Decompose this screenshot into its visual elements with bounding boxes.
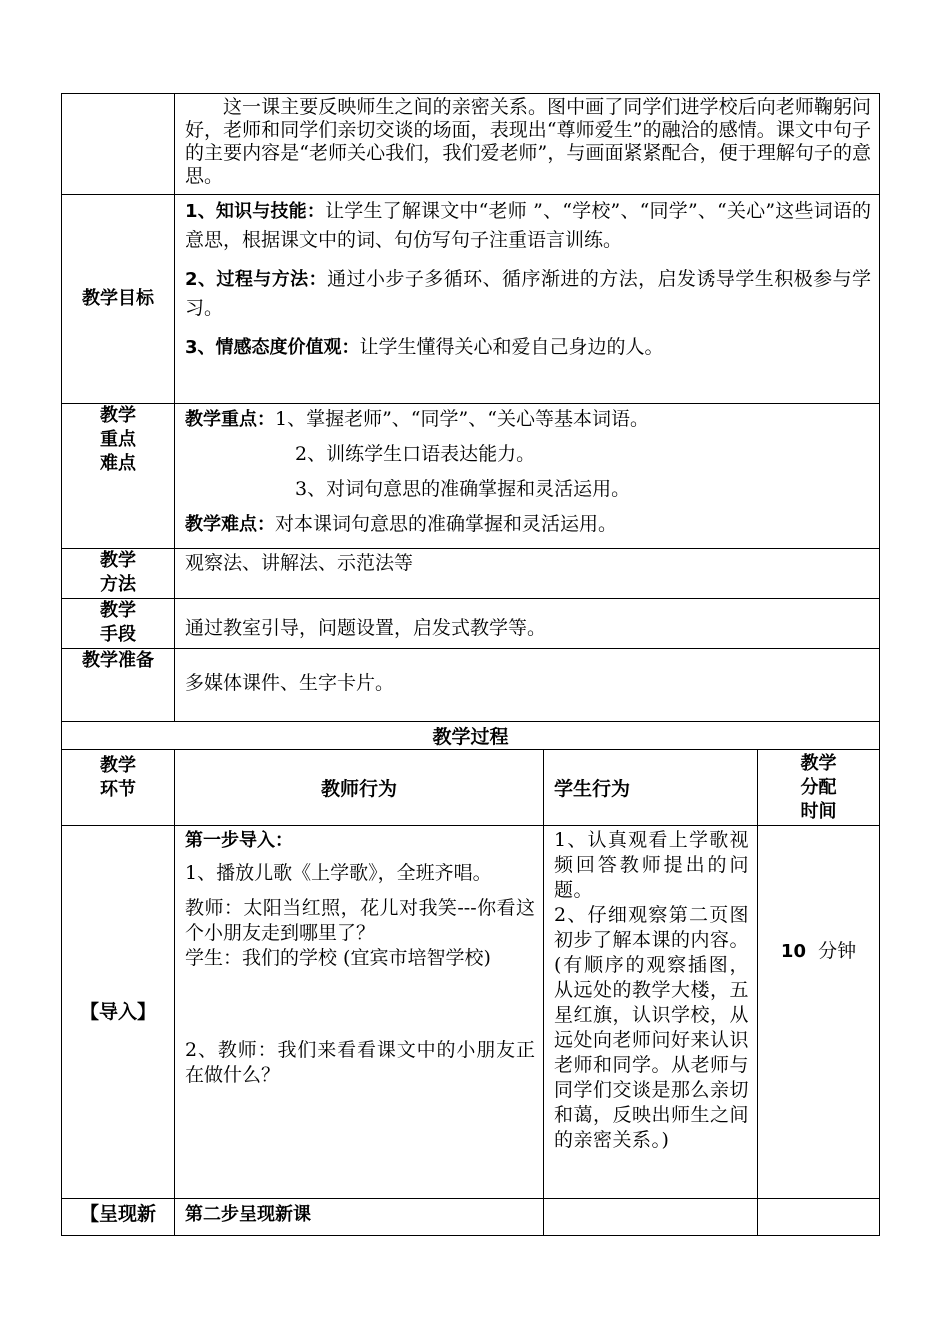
means-label: 教学 手段 (62, 599, 175, 649)
intro-label-cell (62, 94, 175, 195)
keypoints-content (175, 404, 880, 549)
header-teacher: 教师行为 (175, 750, 544, 826)
means-row (62, 599, 880, 649)
focus-line-1: 教学重点：1、掌握老师”、“同学”、“关心等基本词语。 (185, 408, 649, 430)
goals-row (62, 195, 880, 404)
header-time: 教学 分配 时间 (758, 750, 880, 826)
focus-line-3: 3、对词句意思的准确掌握和灵活运用。 (295, 478, 631, 500)
process-title-row (62, 722, 880, 750)
method-row (62, 549, 880, 599)
difficulty-line: 教学难点：对本课词句意思的准确掌握和灵活运用。 (185, 513, 618, 535)
student-action-new (544, 1199, 758, 1236)
keypoints-label: 教学 重点 难点 (62, 404, 175, 549)
student-line-1: 1、认真观看上学歌视频回答教师提出的问题。 (554, 829, 749, 901)
student-line-2: 2、仔细观察第二页图初步了解本课的内容。(有顺序的观察插图，从远处的教学大楼，五星红旗，认识学校，从远处向老师问好来认识老师和同学。从老师与同学们交谈是那么亲切和蔼，反映出师生之间的亲密关系。) (554, 904, 750, 1151)
prep-row (62, 649, 880, 722)
keypoints-row (62, 404, 880, 549)
prep-label: 教学准备 (62, 649, 175, 722)
teacher-line-3: 学生：我们的学校 (宜宾市培智学校) (185, 947, 491, 969)
teacher-action-new: 第二步呈现新课 (175, 1199, 544, 1236)
process-row-intro (62, 826, 880, 1199)
header-student: 学生行为 (544, 750, 758, 826)
teacher-line-4: 2、教师：我们来看看课文中的小朋友正在做什么？ (185, 1039, 535, 1086)
process-header-row (62, 750, 880, 826)
student-action-intro (544, 826, 758, 1199)
goals-label: 教学目标 (62, 195, 175, 404)
goal-item-3: 3、情感态度价值观：让学生懂得关心和爱自己身边的人。 (185, 336, 664, 358)
process-row-new (62, 1199, 880, 1236)
means-text: 通过教室引导，问题设置，启发式教学等。 (175, 599, 880, 649)
teacher-line-2: 教师：太阳当红照，花儿对我笑---你看这个小朋友走到哪里了？ (185, 897, 535, 944)
teacher-action-intro (175, 826, 544, 1199)
method-text: 观察法、讲解法、示范法等 (175, 549, 880, 599)
lesson-plan-table (61, 93, 879, 1236)
goals-content (175, 195, 880, 404)
prep-text: 多媒体课件、生字卡片。 (175, 649, 880, 722)
goal-item-2: 2、过程与方法：通过小步子多循环、循序渐进的方法，启发诱导学生积极参与学习。 (185, 268, 872, 319)
header-stage: 教学 环节 (62, 750, 175, 826)
teacher-line-1: 1、播放儿歌《上学歌》，全班齐唱。 (185, 862, 492, 884)
focus-line-2: 2、训练学生口语表达能力。 (295, 443, 536, 465)
intro-text: 这一课主要反映师生之间的亲密关系。图中画了同学们进学校后向老师鞠躬问好，老师和同学们亲切交谈的场面，表现出“尊师爱生”的融洽的感情。课文中句子的主要内容是“老师关心我们，我们爱老师”，与画面紧紧配合，便于理解句子的意思。 (175, 94, 880, 195)
time-intro: 10 分钟 (758, 826, 880, 1199)
stage-new: 【呈现新 (62, 1199, 175, 1236)
method-label: 教学 方法 (62, 549, 175, 599)
intro-row (62, 94, 880, 195)
process-title: 教学过程 (62, 722, 880, 750)
goal-item-1: 1、知识与技能：让学生了解课文中“老师 ”、“学校”、“同学”、“关心”这些词语的意思，根据课文中的词、句仿写句子注重语言训练。 (185, 200, 872, 251)
time-new (758, 1199, 880, 1236)
stage-intro: 【导入】 (62, 826, 175, 1199)
teacher-step-title: 第一步导入： (185, 830, 293, 851)
